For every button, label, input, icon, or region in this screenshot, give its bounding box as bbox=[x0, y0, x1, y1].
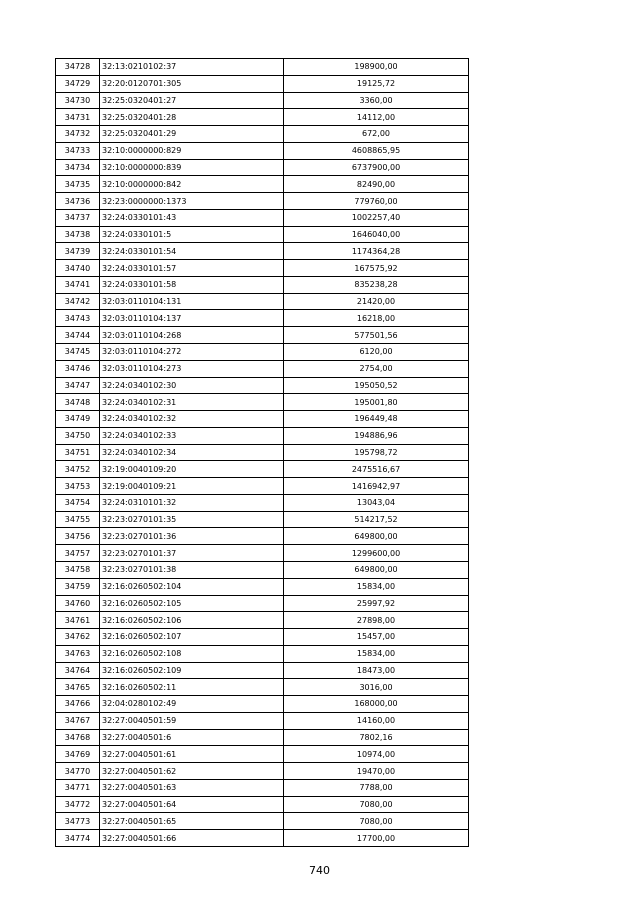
cadastral-number-cell: 32:24:0330101:43 bbox=[100, 209, 284, 226]
value-cell: 19125,72 bbox=[284, 75, 469, 92]
row-number-cell: 34754 bbox=[56, 494, 100, 511]
row-number-cell: 34730 bbox=[56, 92, 100, 109]
row-number-cell: 34773 bbox=[56, 813, 100, 830]
value-cell: 21420,00 bbox=[284, 293, 469, 310]
table-row bbox=[56, 645, 469, 662]
cadastral-number-cell: 32:23:0270101:36 bbox=[100, 528, 284, 545]
row-number-cell: 34761 bbox=[56, 612, 100, 629]
cadastral-number-cell: 32:24:0340102:31 bbox=[100, 394, 284, 411]
row-number-cell: 34743 bbox=[56, 310, 100, 327]
value-cell: 577501,56 bbox=[284, 327, 469, 344]
value-cell: 1416942,97 bbox=[284, 478, 469, 495]
cadastral-number-cell: 32:13:0210102:37 bbox=[100, 59, 284, 76]
cadastral-number-cell: 32:03:0110104:268 bbox=[100, 327, 284, 344]
value-cell: 195001,80 bbox=[284, 394, 469, 411]
row-number-cell: 34739 bbox=[56, 243, 100, 260]
row-number-cell: 34766 bbox=[56, 696, 100, 713]
table-row bbox=[56, 226, 469, 243]
value-cell: 14160,00 bbox=[284, 712, 469, 729]
table-row bbox=[56, 478, 469, 495]
cadastral-number-cell: 32:27:0040501:62 bbox=[100, 763, 284, 780]
cadastral-number-cell: 32:16:0260502:107 bbox=[100, 629, 284, 646]
row-number-cell: 34744 bbox=[56, 327, 100, 344]
value-cell: 2475516,67 bbox=[284, 461, 469, 478]
table-row bbox=[56, 394, 469, 411]
table-row bbox=[56, 494, 469, 511]
value-cell: 3360,00 bbox=[284, 92, 469, 109]
table-row bbox=[56, 327, 469, 344]
table-row bbox=[56, 243, 469, 260]
cadastral-number-cell: 32:20:0120701:305 bbox=[100, 75, 284, 92]
value-cell: 14112,00 bbox=[284, 109, 469, 126]
row-number-cell: 34770 bbox=[56, 763, 100, 780]
value-cell: 13043,04 bbox=[284, 494, 469, 511]
table-row bbox=[56, 344, 469, 361]
row-number-cell: 34749 bbox=[56, 411, 100, 428]
table-row bbox=[56, 461, 469, 478]
row-number-cell: 34757 bbox=[56, 545, 100, 562]
value-cell: 19470,00 bbox=[284, 763, 469, 780]
table-row bbox=[56, 209, 469, 226]
value-cell: 16218,00 bbox=[284, 310, 469, 327]
cadastral-number-cell: 32:03:0110104:131 bbox=[100, 293, 284, 310]
table-row bbox=[56, 260, 469, 277]
row-number-cell: 34742 bbox=[56, 293, 100, 310]
cadastral-number-cell: 32:16:0260502:108 bbox=[100, 645, 284, 662]
value-cell: 7802,16 bbox=[284, 729, 469, 746]
table-row bbox=[56, 92, 469, 109]
cadastral-number-cell: 32:24:0340102:34 bbox=[100, 444, 284, 461]
table-row bbox=[56, 561, 469, 578]
value-cell: 195798,72 bbox=[284, 444, 469, 461]
row-number-cell: 34733 bbox=[56, 142, 100, 159]
value-cell: 4608865,95 bbox=[284, 142, 469, 159]
row-number-cell: 34747 bbox=[56, 377, 100, 394]
table-row bbox=[56, 679, 469, 696]
value-cell: 167575,92 bbox=[284, 260, 469, 277]
table-row bbox=[56, 813, 469, 830]
row-number-cell: 34729 bbox=[56, 75, 100, 92]
row-number-cell: 34753 bbox=[56, 478, 100, 495]
table-row bbox=[56, 545, 469, 562]
row-number-cell: 34758 bbox=[56, 561, 100, 578]
cadastral-number-cell: 32:04:0280102:49 bbox=[100, 696, 284, 713]
value-cell: 6737900,00 bbox=[284, 159, 469, 176]
table-row bbox=[56, 662, 469, 679]
value-cell: 7080,00 bbox=[284, 813, 469, 830]
cadastral-number-cell: 32:03:0110104:273 bbox=[100, 360, 284, 377]
value-cell: 6120,00 bbox=[284, 344, 469, 361]
value-cell: 196449,48 bbox=[284, 411, 469, 428]
value-cell: 10974,00 bbox=[284, 746, 469, 763]
row-number-cell: 34731 bbox=[56, 109, 100, 126]
row-number-cell: 34771 bbox=[56, 779, 100, 796]
cadastral-number-cell: 32:23:0270101:35 bbox=[100, 511, 284, 528]
row-number-cell: 34772 bbox=[56, 796, 100, 813]
row-number-cell: 34774 bbox=[56, 830, 100, 847]
row-number-cell: 34760 bbox=[56, 595, 100, 612]
cadastral-number-cell: 32:24:0340102:32 bbox=[100, 411, 284, 428]
value-cell: 17700,00 bbox=[284, 830, 469, 847]
row-number-cell: 34759 bbox=[56, 578, 100, 595]
row-number-cell: 34738 bbox=[56, 226, 100, 243]
table-row bbox=[56, 109, 469, 126]
cadastral-number-cell: 32:27:0040501:61 bbox=[100, 746, 284, 763]
row-number-cell: 34736 bbox=[56, 193, 100, 210]
value-cell: 82490,00 bbox=[284, 176, 469, 193]
value-cell: 2754,00 bbox=[284, 360, 469, 377]
cadastral-number-cell: 32:03:0110104:137 bbox=[100, 310, 284, 327]
value-cell: 1002257,40 bbox=[284, 209, 469, 226]
cadastral-number-cell: 32:24:0330101:57 bbox=[100, 260, 284, 277]
cadastral-number-cell: 32:23:0270101:38 bbox=[100, 561, 284, 578]
cadastral-number-cell: 32:16:0260502:106 bbox=[100, 612, 284, 629]
table-row bbox=[56, 176, 469, 193]
row-number-cell: 34732 bbox=[56, 126, 100, 143]
table-row bbox=[56, 310, 469, 327]
cadastral-number-cell: 32:10:0000000:829 bbox=[100, 142, 284, 159]
table-row bbox=[56, 612, 469, 629]
cadastral-number-cell: 32:27:0040501:6 bbox=[100, 729, 284, 746]
row-number-cell: 34769 bbox=[56, 746, 100, 763]
table-row bbox=[56, 75, 469, 92]
cadastral-number-cell: 32:27:0040501:66 bbox=[100, 830, 284, 847]
cadastral-number-cell: 32:23:0270101:37 bbox=[100, 545, 284, 562]
table-row bbox=[56, 377, 469, 394]
cadastral-number-cell: 32:25:0320401:27 bbox=[100, 92, 284, 109]
cadastral-number-cell: 32:03:0110104:272 bbox=[100, 344, 284, 361]
row-number-cell: 34750 bbox=[56, 427, 100, 444]
table-row bbox=[56, 830, 469, 847]
table-row bbox=[56, 511, 469, 528]
row-number-cell: 34752 bbox=[56, 461, 100, 478]
table-row bbox=[56, 444, 469, 461]
row-number-cell: 34763 bbox=[56, 645, 100, 662]
cadastral-number-cell: 32:24:0340102:33 bbox=[100, 427, 284, 444]
value-cell: 15834,00 bbox=[284, 578, 469, 595]
value-cell: 1646040,00 bbox=[284, 226, 469, 243]
value-cell: 7788,00 bbox=[284, 779, 469, 796]
row-number-cell: 34748 bbox=[56, 394, 100, 411]
cadastral-number-cell: 32:10:0000000:842 bbox=[100, 176, 284, 193]
table-row bbox=[56, 528, 469, 545]
table-row bbox=[56, 629, 469, 646]
value-cell: 672,00 bbox=[284, 126, 469, 143]
value-cell: 7080,00 bbox=[284, 796, 469, 813]
cadastral-number-cell: 32:27:0040501:59 bbox=[100, 712, 284, 729]
value-cell: 27898,00 bbox=[284, 612, 469, 629]
value-cell: 18473,00 bbox=[284, 662, 469, 679]
value-cell: 1299600,00 bbox=[284, 545, 469, 562]
row-number-cell: 34734 bbox=[56, 159, 100, 176]
cadastral-number-cell: 32:25:0320401:28 bbox=[100, 109, 284, 126]
row-number-cell: 34735 bbox=[56, 176, 100, 193]
cadastral-number-cell: 32:25:0320401:29 bbox=[100, 126, 284, 143]
cadastral-number-cell: 32:19:0040109:21 bbox=[100, 478, 284, 495]
value-cell: 835238,28 bbox=[284, 276, 469, 293]
cadastral-number-cell: 32:27:0040501:65 bbox=[100, 813, 284, 830]
value-cell: 779760,00 bbox=[284, 193, 469, 210]
row-number-cell: 34740 bbox=[56, 260, 100, 277]
table-row bbox=[56, 746, 469, 763]
row-number-cell: 34741 bbox=[56, 276, 100, 293]
value-cell: 25997,92 bbox=[284, 595, 469, 612]
value-cell: 15457,00 bbox=[284, 629, 469, 646]
value-cell: 1174364,28 bbox=[284, 243, 469, 260]
cadastral-number-cell: 32:24:0340102:30 bbox=[100, 377, 284, 394]
cadastral-number-cell: 32:19:0040109:20 bbox=[100, 461, 284, 478]
table-row bbox=[56, 59, 469, 76]
row-number-cell: 34756 bbox=[56, 528, 100, 545]
table-row bbox=[56, 427, 469, 444]
row-number-cell: 34765 bbox=[56, 679, 100, 696]
table-row bbox=[56, 595, 469, 612]
row-number-cell: 34746 bbox=[56, 360, 100, 377]
cadastral-number-cell: 32:24:0330101:54 bbox=[100, 243, 284, 260]
table-row bbox=[56, 159, 469, 176]
cadastral-number-cell: 32:16:0260502:109 bbox=[100, 662, 284, 679]
cadastral-number-cell: 32:10:0000000:839 bbox=[100, 159, 284, 176]
value-cell: 194886,96 bbox=[284, 427, 469, 444]
row-number-cell: 34755 bbox=[56, 511, 100, 528]
page-number: 740 bbox=[309, 864, 330, 877]
cadastral-number-cell: 32:24:0310101:32 bbox=[100, 494, 284, 511]
value-cell: 198900,00 bbox=[284, 59, 469, 76]
row-number-cell: 34751 bbox=[56, 444, 100, 461]
cadastral-number-cell: 32:24:0330101:58 bbox=[100, 276, 284, 293]
value-cell: 514217,52 bbox=[284, 511, 469, 528]
value-cell: 649800,00 bbox=[284, 528, 469, 545]
cadastral-number-cell: 32:23:0000000:1373 bbox=[100, 193, 284, 210]
value-cell: 15834,00 bbox=[284, 645, 469, 662]
cadastral-number-cell: 32:16:0260502:105 bbox=[100, 595, 284, 612]
row-number-cell: 34768 bbox=[56, 729, 100, 746]
value-cell: 649800,00 bbox=[284, 561, 469, 578]
row-number-cell: 34728 bbox=[56, 59, 100, 76]
table-row bbox=[56, 193, 469, 210]
table-row bbox=[56, 126, 469, 143]
table-row bbox=[56, 712, 469, 729]
table-body bbox=[56, 59, 469, 847]
value-cell: 168000,00 bbox=[284, 696, 469, 713]
table-row bbox=[56, 779, 469, 796]
table-row bbox=[56, 763, 469, 780]
table-row bbox=[56, 729, 469, 746]
row-number-cell: 34764 bbox=[56, 662, 100, 679]
cadastral-number-cell: 32:16:0260502:11 bbox=[100, 679, 284, 696]
row-number-cell: 34767 bbox=[56, 712, 100, 729]
table-row bbox=[56, 411, 469, 428]
cadastral-number-cell: 32:24:0330101:5 bbox=[100, 226, 284, 243]
cadastral-number-cell: 32:27:0040501:64 bbox=[100, 796, 284, 813]
data-table bbox=[55, 58, 469, 847]
table-row bbox=[56, 293, 469, 310]
table-row bbox=[56, 696, 469, 713]
table-row bbox=[56, 142, 469, 159]
table-row bbox=[56, 276, 469, 293]
table-row bbox=[56, 796, 469, 813]
value-cell: 3016,00 bbox=[284, 679, 469, 696]
row-number-cell: 34745 bbox=[56, 344, 100, 361]
value-cell: 195050,52 bbox=[284, 377, 469, 394]
row-number-cell: 34762 bbox=[56, 629, 100, 646]
cadastral-number-cell: 32:16:0260502:104 bbox=[100, 578, 284, 595]
table-row bbox=[56, 578, 469, 595]
cadastral-number-cell: 32:27:0040501:63 bbox=[100, 779, 284, 796]
table-row bbox=[56, 360, 469, 377]
row-number-cell: 34737 bbox=[56, 209, 100, 226]
